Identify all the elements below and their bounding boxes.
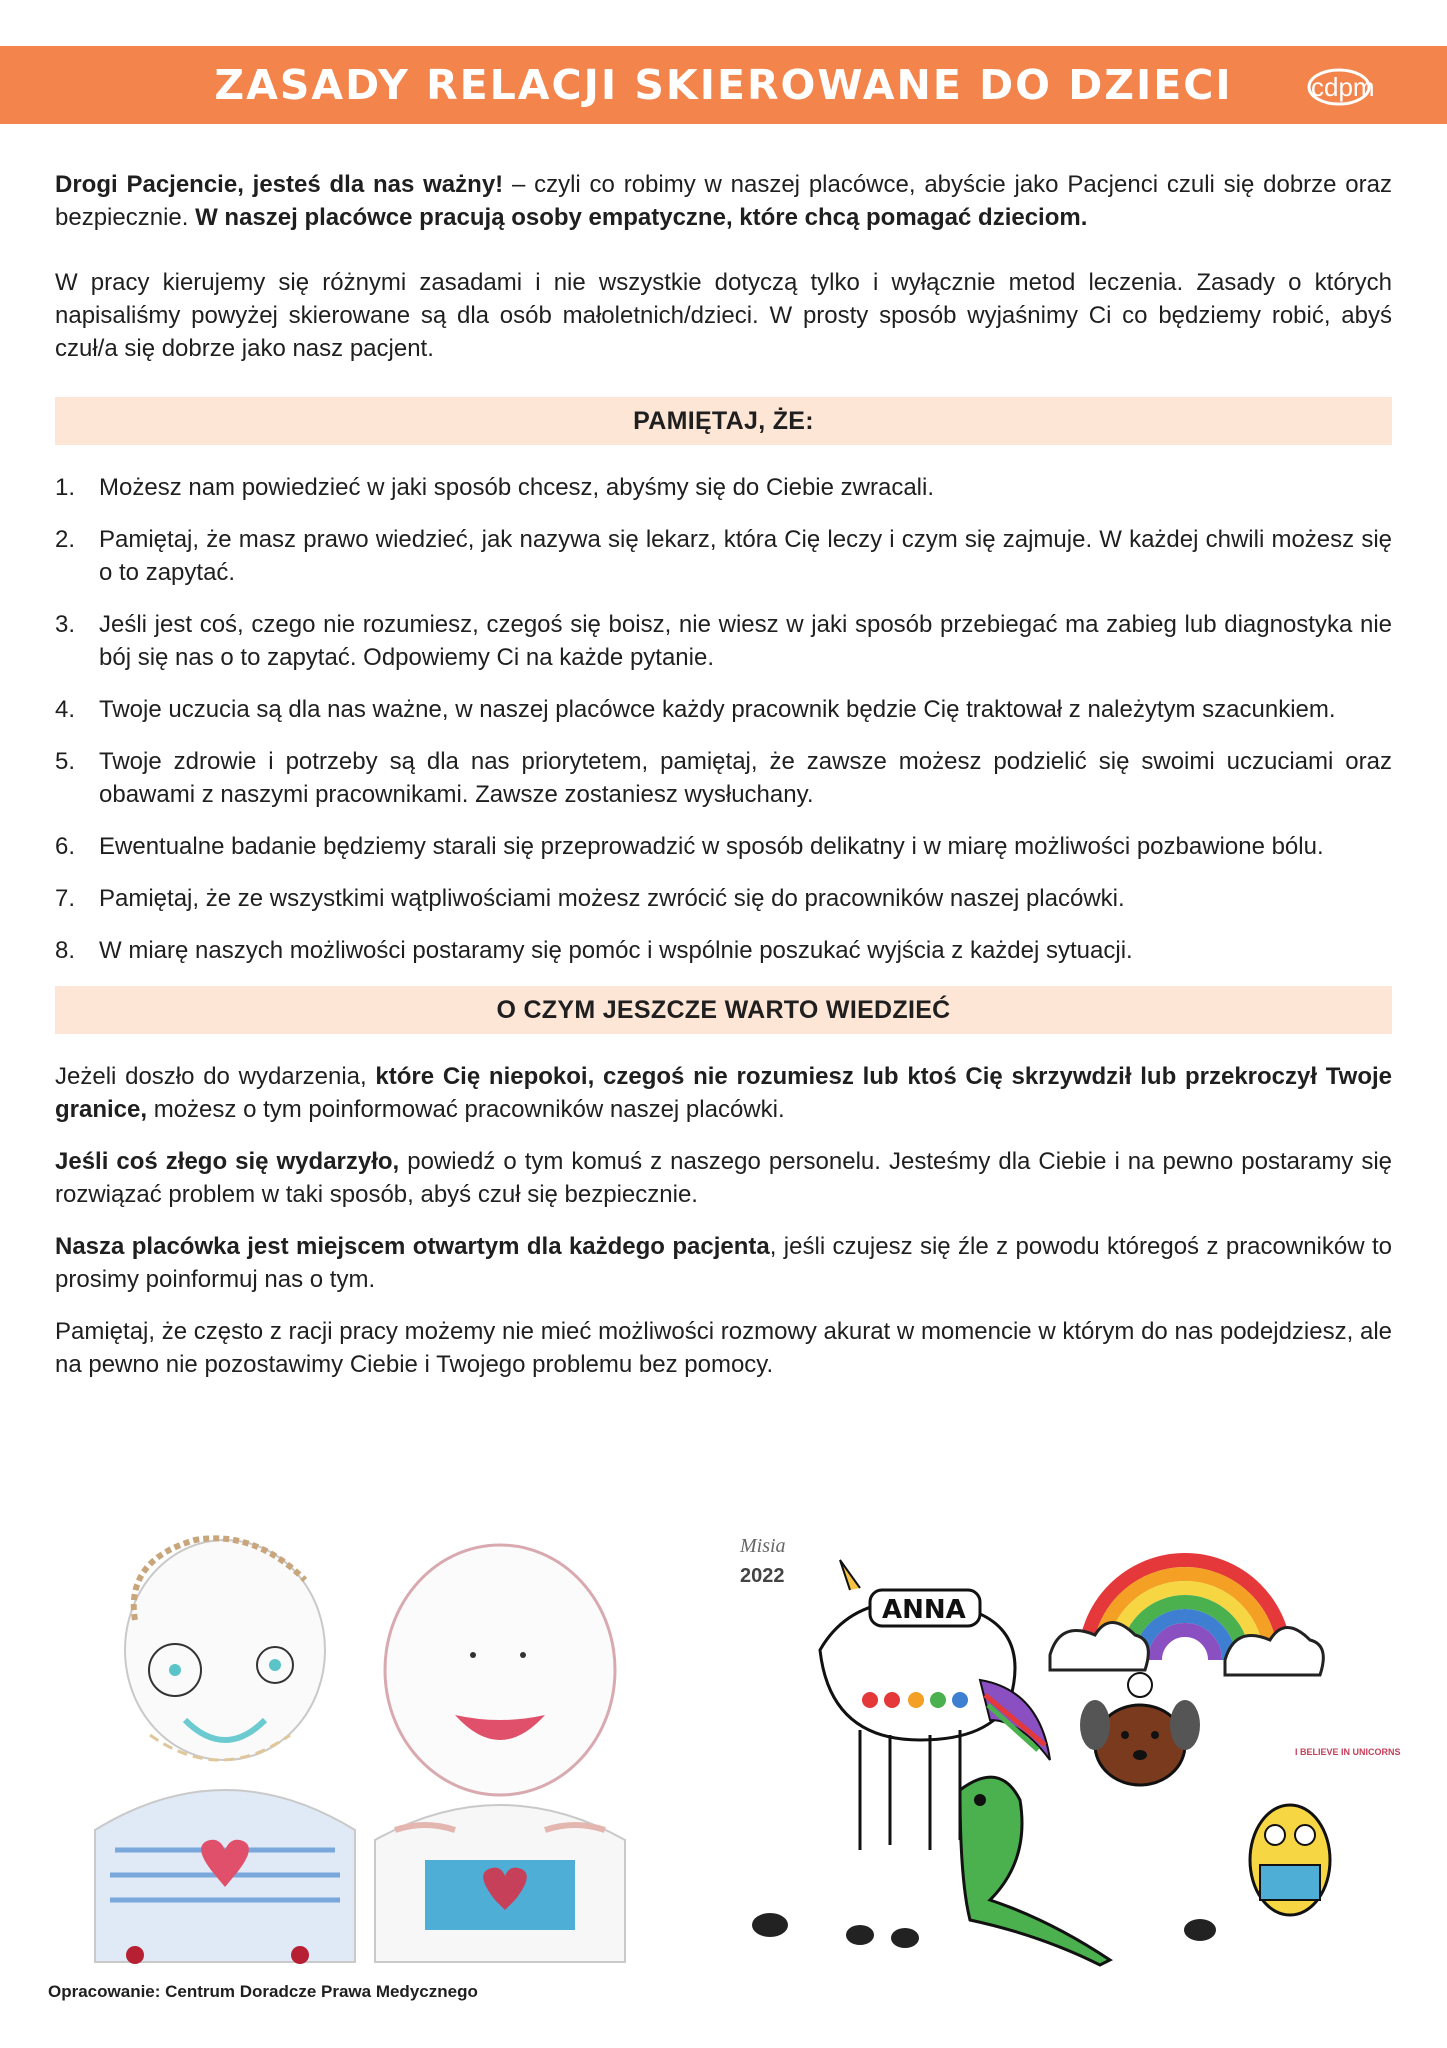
content [55, 168, 1392, 1400]
footer-credit: Opracowanie: Centrum Doradcze Prawa Medycznego [48, 1982, 478, 2001]
rules-list [55, 471, 1392, 967]
rule-text: Możesz nam powiedzieć w jaki sposób chcesz, abyśmy się do Ciebie zwracali. [99, 474, 935, 501]
drawing-signature: Misia [740, 1535, 786, 1557]
info-paragraph-2: Jeśli coś złego się wydarzyło, powiedź o tym komuś z naszego personelu. Jesteśmy dla Ciebie i na pewno postaramy się rozwiązać problem w taki sposób, abyś czuł się bezpiecznie. [55, 1148, 1393, 1208]
rule-number: 4. [55, 696, 76, 723]
rule-item [55, 471, 1392, 504]
rule-number: 2. [55, 526, 76, 553]
cdpm-logo [1299, 60, 1395, 110]
info-paragraph-3: Nasza placówka jest miejscem otwartym dla każdego pacjenta, jeśli czujesz się źle z powodu któregoś z pracowników to prosimy poinformuj nas o tym. [55, 1233, 1392, 1293]
rule-number: 8. [55, 937, 76, 964]
intro-greeting: Drogi Pacjencie, jesteś dla nas ważny! [55, 171, 504, 198]
rule-text: Ewentualne badanie będziemy starali się przeprowadzić w sposób delikatny i w miarę możliwości pozbawione bólu. [99, 833, 1324, 860]
chick-icon [1250, 1805, 1330, 1915]
rule-text: Twoje uczucia są dla nas ważne, w naszej placówce każdy pracownik będzie Cię traktował z należytym szacunkiem. [99, 696, 1336, 723]
rule-text: Pamiętaj, że masz prawo wiedzieć, jak nazywa się lekarz, która Cię leczy i czym się zajmuje. W każdej chwili możesz się o to zapytać. [99, 526, 1392, 586]
child-drawing-unicorn [730, 1530, 1401, 1962]
rule-item [55, 934, 1392, 967]
header-bar [0, 46, 1447, 124]
child-drawing-figures [55, 1530, 685, 1962]
rule-number: 6. [55, 833, 76, 860]
rule-text: Twoje zdrowie i potrzeby są dla nas priorytetem, pamiętaj, że zawsze możesz podzielić się swoimi uczuciami oraz obawami z naszymi pracownikami. Zawsze zostaniesz wysłuchany. [99, 748, 1392, 808]
rule-item [55, 882, 1392, 915]
drawing-figure-boy [95, 1538, 355, 1964]
rule-text: Pamiętaj, że ze wszystkimi wątpliwościami możesz zwrócić się do pracowników naszej placówki. [99, 885, 1125, 912]
intro-paragraph-2: W pracy kierujemy się różnymi zasadami i nie wszystkie dotyczą tylko i wyłącznie metod leczenia. Zasady o których napisaliśmy powyżej skierowane są dla osób małoletnich/dzieci. W prosty sposób wyjaśnimy Ci co będziemy robić, abyś czuł/a się dobrze jako nasz pacjent. [55, 269, 1392, 362]
drawing-banner-text: ANNA [882, 1595, 966, 1625]
drawing-figure-girl [375, 1545, 625, 1962]
page-title: ZASADY RELACJI SKIEROWANE DO DZIECI [214, 61, 1233, 109]
section-heading-remember: PAMIĘTAJ, ŻE: [55, 397, 1392, 445]
rule-number: 3. [55, 611, 76, 638]
svg-text:cdpm: cdpm [1311, 72, 1375, 102]
rule-item [55, 608, 1392, 674]
rule-number: 1. [55, 474, 76, 501]
rule-item [55, 523, 1392, 589]
rule-number: 7. [55, 885, 76, 912]
drawing-year: 2022 [740, 1565, 785, 1587]
rule-item [55, 693, 1392, 726]
rule-text: Jeśli jest coś, czego nie rozumiesz, czegoś się boisz, nie wiesz w jaki sposób przebiegać ma zabieg lub diagnostyka nie bój się nas o to zapytać. Odpowiemy Ci na każde pytanie. [99, 611, 1392, 671]
rule-number: 5. [55, 748, 76, 775]
rule-item [55, 830, 1392, 863]
section-heading-worth-knowing: O CZYM JESZCZE WARTO WIEDZIEĆ [55, 986, 1392, 1034]
intro-paragraph-1: Drogi Pacjencie, jesteś dla nas ważny! – czyli co robimy w naszej placówce, abyście jako Pacjenci czuli się dobrze oraz bezpiecznie. W naszej placówce pracują osoby empatyczne, które chcą pomagać dzieciom. [55, 171, 1392, 231]
rule-item [55, 745, 1392, 811]
info-paragraph-1: Jeżeli doszło do wydarzenia, które Cię niepokoi, czegoś nie rozumiesz lub ktoś Cię skrzywdził lub przekroczył Twoje granice, możesz o tym poinformować pracowników naszej placówki. [55, 1063, 1392, 1123]
info-paragraph-4: Pamiętaj, że często z racji pracy możemy nie mieć możliwości rozmowy akurat w momencie w którym do nas podejdziesz, ale na pewno nie pozostawimy Ciebie i Twojego problemu bez pomocy. [55, 1318, 1392, 1378]
rule-text: W miarę naszych możliwości postaramy się pomóc i wspólnie poszukać wyjścia z każdej sytuacji. [99, 937, 1133, 964]
drawing-note: I BELIEVE IN UNICORNS [1295, 1747, 1401, 1757]
